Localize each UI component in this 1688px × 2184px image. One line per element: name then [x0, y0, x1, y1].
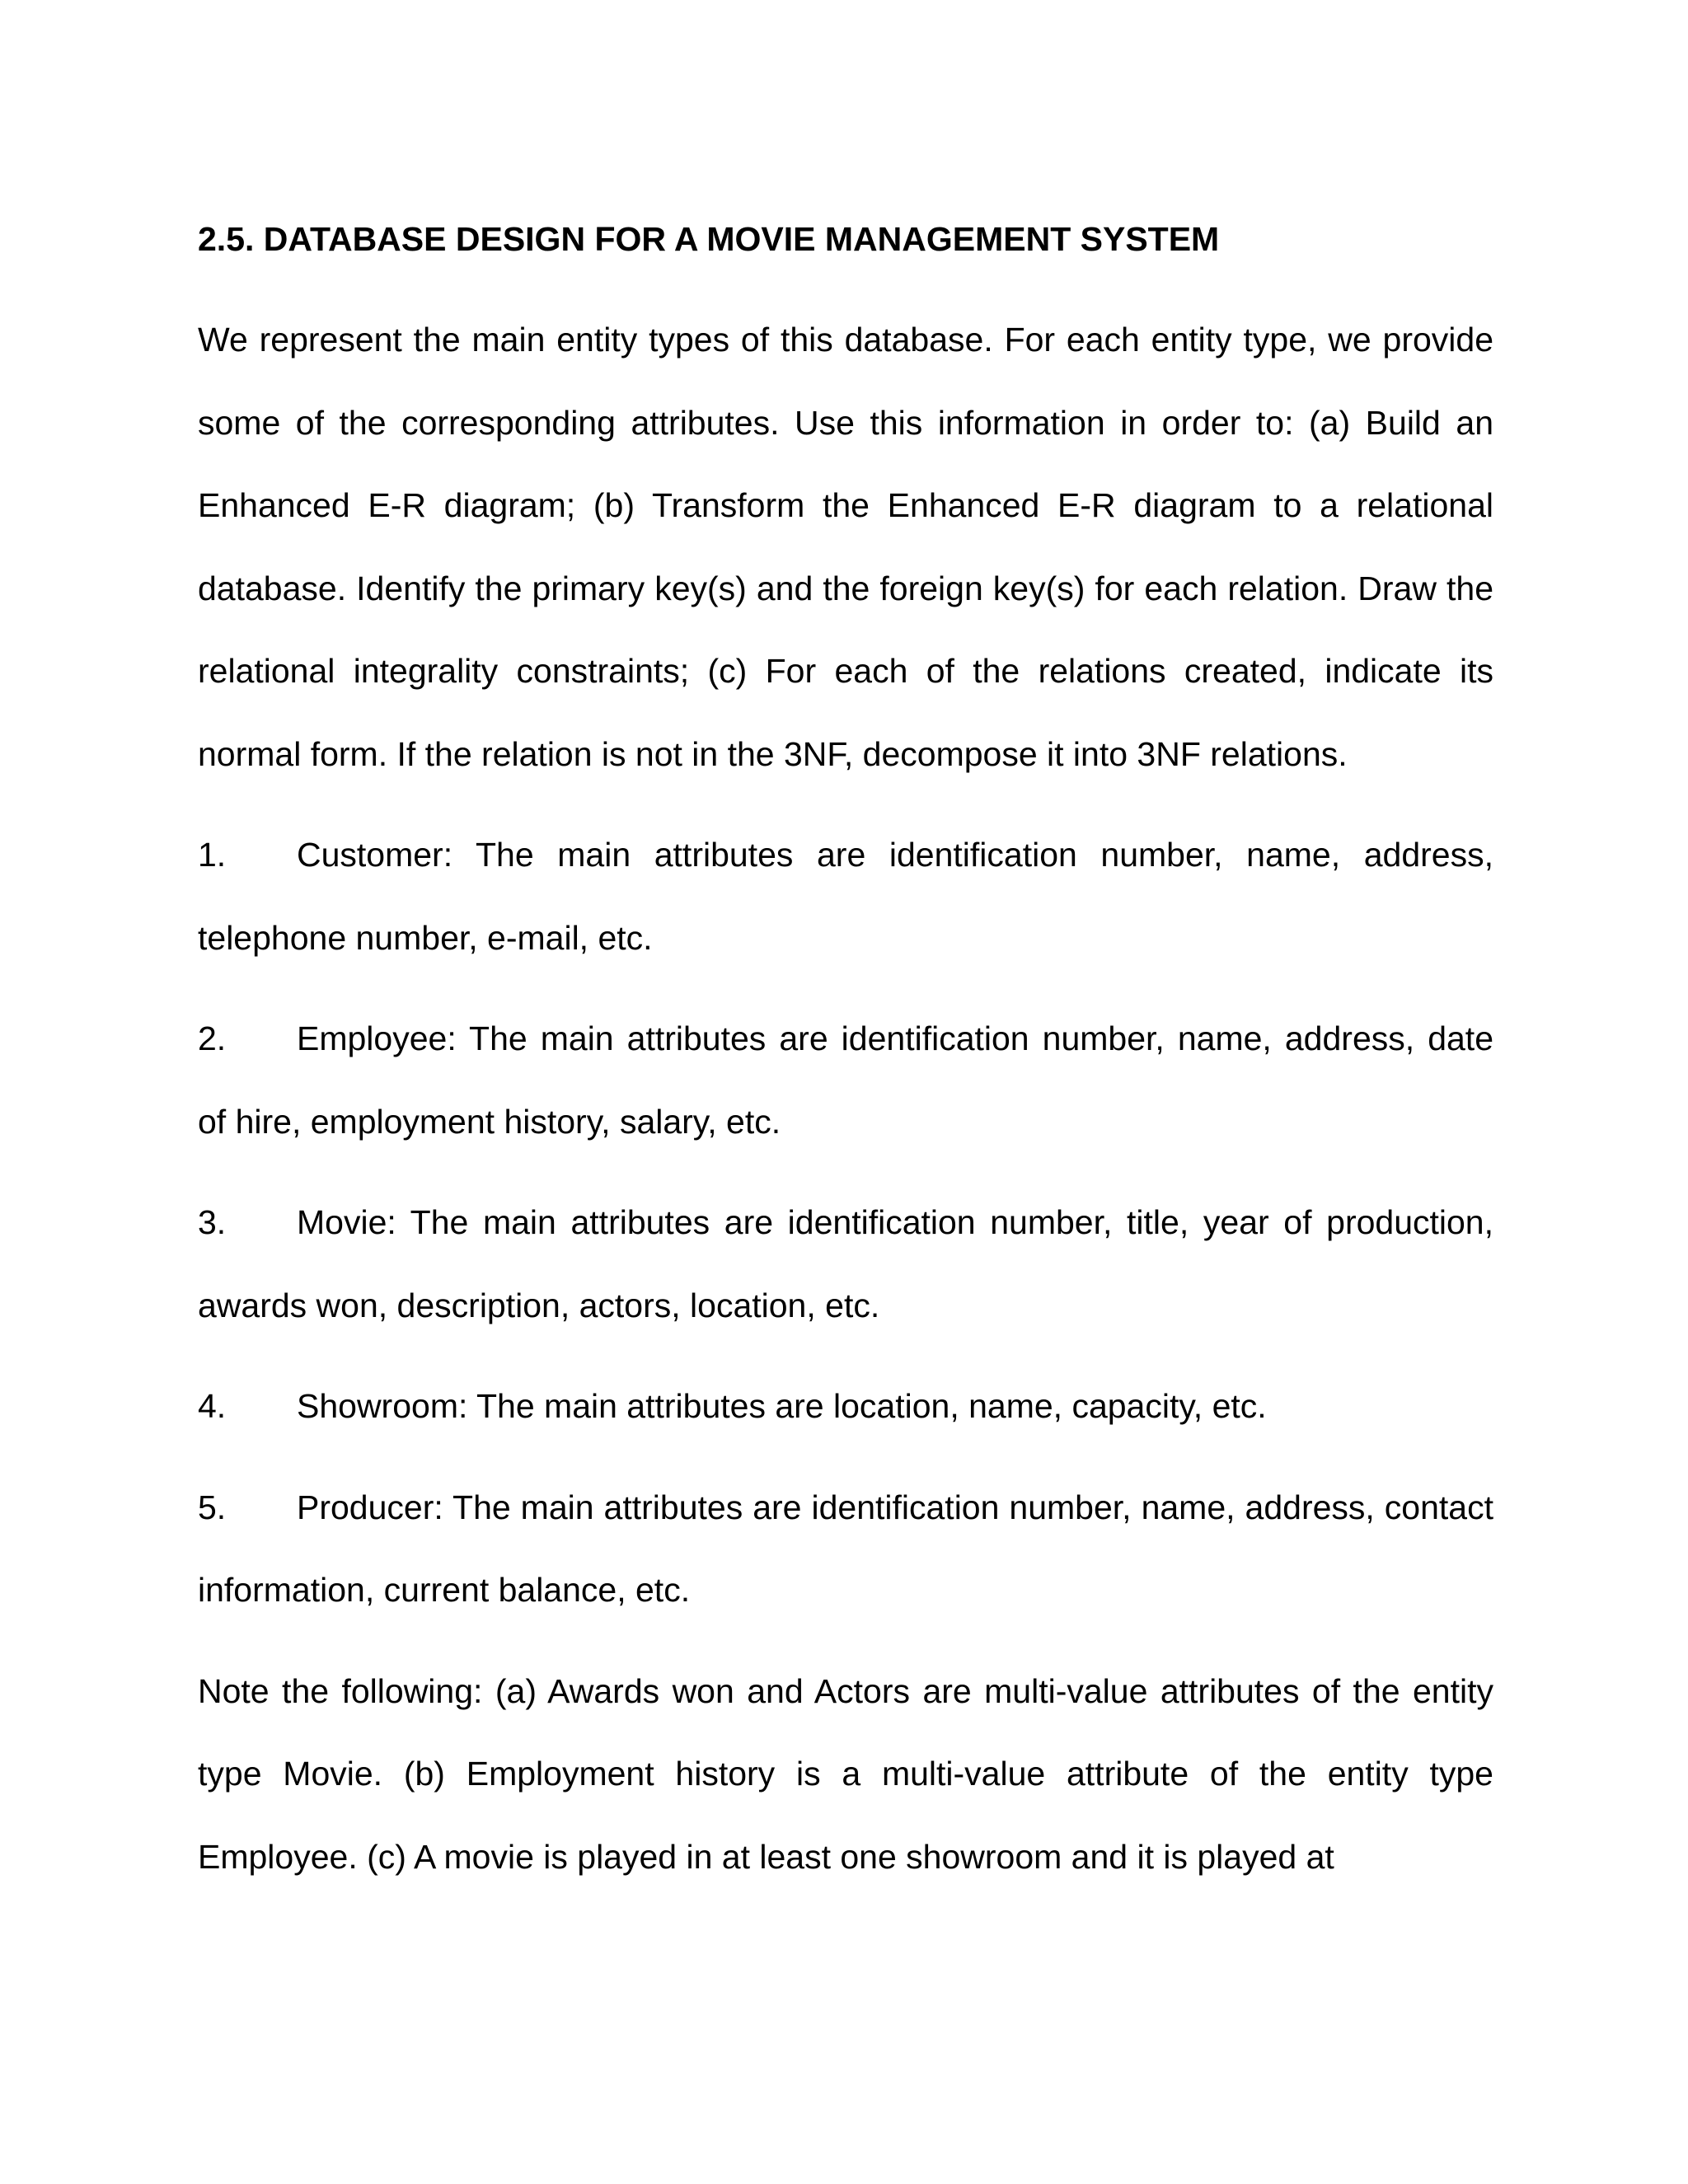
- document-page: [198, 198, 1493, 1898]
- list-item-number: 5.: [198, 1488, 227, 1526]
- list-item: [198, 813, 1493, 979]
- list-item-text: Showroom: The main attributes are location, name, capacity, etc.: [297, 1387, 1267, 1425]
- list-item: [198, 1365, 1493, 1448]
- list-item-text: Employee: The main attributes are identification number, name, address, date of hire, employment history, salary, etc.: [198, 1019, 1493, 1141]
- list-item-number: 4.: [198, 1387, 227, 1425]
- entity-list: [198, 813, 1493, 1632]
- list-item: [198, 1466, 1493, 1632]
- intro-paragraph: We represent the main entity types of this database. For each entity type, we provide some of the corresponding attributes. Use this information in order to: (a) Build an Enhanced E-R diagram; (b) Transform the Enhanced E-R diagram to a relational database. Identify the primary key(s) and the foreign key(s) for each relation. Draw the relational integrality constraints; (c) For each of the relations created, indicate its normal form. If the relation is not in the 3NF, decompose it into 3NF relations.: [198, 321, 1493, 773]
- section-heading: 2.5. DATABASE DESIGN FOR A MOVIE MANAGEMENT SYSTEM: [198, 220, 1220, 258]
- list-item-number: 1.: [198, 836, 227, 874]
- list-item-number: 3.: [198, 1203, 227, 1241]
- list-item: [198, 1181, 1493, 1347]
- list-item-text: Customer: The main attributes are identification number, name, address, telephone number, e-mail, etc.: [198, 836, 1493, 957]
- list-item: [198, 997, 1493, 1163]
- list-item-number: 2.: [198, 1019, 227, 1057]
- list-item-text: Producer: The main attributes are identification number, name, address, contact information, current balance, etc.: [198, 1488, 1493, 1609]
- note-paragraph: Note the following: (a) Awards won and Actors are multi-value attributes of the entity type Movie. (b) Employment history is a multi-value attribute of the entity type Employee. (c) A movie is played in at least one showroom and it is played at: [198, 1671, 1493, 1876]
- list-item-text: Movie: The main attributes are identification number, title, year of production, awards won, description, actors, location, etc.: [198, 1203, 1493, 1324]
